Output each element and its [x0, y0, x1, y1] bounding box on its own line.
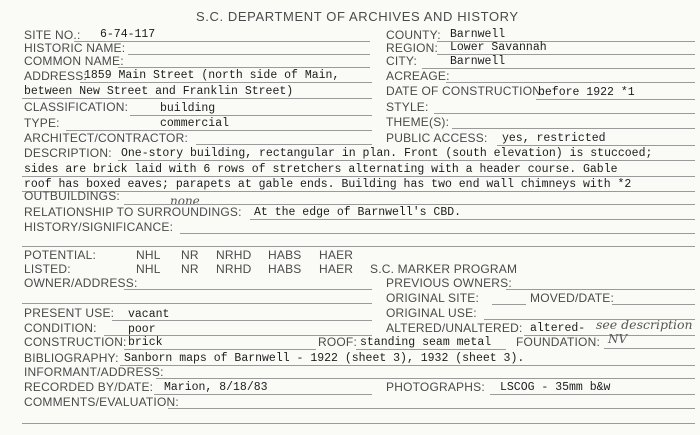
owner-rule — [124, 289, 372, 290]
date-of-construction-value: before 1922 *1 — [538, 86, 635, 99]
potential-label: POTENTIAL: — [24, 248, 97, 262]
outbuildings-label: OUTBUILDINGS: — [24, 189, 120, 203]
foundation-value: NV — [608, 332, 628, 346]
bibliography-rule — [120, 365, 695, 366]
date-of-construction-label: DATE OF CONSTRUCTION: — [386, 84, 545, 98]
photographs-rule — [490, 394, 695, 395]
type-value: commercial — [160, 117, 230, 130]
foundation-label: FOUNDATION: — [516, 335, 600, 349]
present-use-label: PRESENT USE: — [24, 306, 115, 320]
city-value: Barnwell — [450, 55, 506, 68]
description-line-3: roof has boxed eaves; parapets at gable ends. Building has two end wall chimneys with *2 — [24, 178, 632, 191]
bibliography-value: Sanborn maps of Barnwell - 1922 (sheet 3), 1932 (sheet 3). — [124, 352, 525, 365]
listed-nhl: NHL — [136, 262, 161, 276]
date-rule — [536, 99, 695, 100]
relationship-label: RELATIONSHIP TO SURROUNDINGS: — [24, 205, 242, 219]
potential-nrhd: NRHD — [216, 248, 252, 262]
bibliography-label: BIBLIOGRAPHY: — [24, 351, 119, 365]
site-no-value: 6-74-117 — [100, 28, 156, 41]
altered-note: see description — [596, 317, 693, 332]
comments-rule-2 — [22, 423, 695, 424]
recorded-by-label: RECORDED BY/DATE: — [24, 380, 154, 394]
region-value: Lower Savannah — [450, 41, 547, 54]
recorded-by-value: Marion, 8/18/83 — [164, 381, 268, 394]
description-label: DESCRIPTION: — [24, 146, 112, 160]
address-label: ADDRESS: — [24, 69, 87, 83]
construction-value: brick — [128, 336, 163, 349]
condition-label: CONDITION: — [24, 321, 97, 335]
foundation-rule — [604, 348, 695, 349]
construction-rule — [124, 349, 316, 350]
acreage-label: ACREAGE: — [386, 69, 450, 83]
photographs-label: PHOTOGRAPHS: — [386, 380, 485, 394]
outbuildings-value: none — [170, 194, 200, 208]
classification-value: building — [160, 102, 216, 115]
informant-label: INFORMANT/ADDRESS: — [24, 365, 164, 379]
region-label: REGION: — [386, 41, 439, 55]
potential-nr: NR — [181, 248, 199, 262]
roof-rule — [356, 349, 506, 350]
historic-name-rule — [128, 54, 370, 55]
previous-owners-rule — [506, 289, 695, 290]
listed-nrhd: NRHD — [216, 262, 252, 276]
site-no-label: SITE NO.: — [24, 28, 81, 42]
present-use-rule — [112, 320, 372, 321]
address-rule — [80, 82, 372, 83]
common-name-rule — [118, 67, 370, 68]
historic-name-label: HISTORIC NAME: — [24, 41, 126, 55]
public-access-value: yes, restricted — [502, 132, 606, 145]
moved-date-rule — [612, 304, 695, 305]
architect-label: ARCHITECT/CONTRACTOR: — [24, 131, 188, 145]
listed-nr: NR — [181, 262, 199, 276]
condition-value: poor — [128, 323, 156, 336]
potential-nhl: NHL — [136, 248, 161, 262]
address-value-1: 1859 Main Street (north side of Main, — [84, 69, 340, 82]
history-rule-2 — [22, 246, 695, 247]
themes-label: THEME(S): — [386, 115, 450, 129]
recorded-by-rule — [154, 394, 372, 395]
previous-owners-label: PREVIOUS OWNERS: — [386, 276, 512, 290]
original-site-rule — [492, 304, 526, 305]
listed-label: LISTED: — [24, 262, 71, 276]
history-label: HISTORY/SIGNIFICANCE: — [24, 220, 174, 234]
public-access-label: PUBLIC ACCESS: — [386, 131, 488, 145]
address-value-2: between New Street and Franklin Street) — [24, 85, 294, 98]
form-title: S.C. DEPARTMENT OF ARCHIVES AND HISTORY — [196, 9, 519, 24]
common-name-label: COMMON NAME: — [24, 54, 124, 68]
owner-address-label: OWNER/ADDRESS: — [24, 276, 138, 290]
listed-habs: HABS — [268, 262, 302, 276]
comments-rule — [168, 408, 695, 409]
city-label: CITY: — [386, 54, 418, 68]
photographs-value: LSCOG - 35mm b&w — [500, 381, 611, 394]
listed-haer: HAER — [319, 262, 354, 276]
history-rule — [180, 233, 695, 234]
description-rule-1 — [118, 160, 695, 161]
description-line-1: One-story building, rectangular in plan. Front (south elevation) is stuccoed; — [121, 147, 653, 160]
county-value: Barnwell — [450, 28, 506, 41]
style-label: STYLE: — [386, 100, 429, 114]
original-site-label: ORIGINAL SITE: — [386, 291, 480, 305]
informant-rule — [156, 378, 695, 379]
altered-value: altered- — [530, 322, 586, 335]
architect-rule — [196, 144, 372, 145]
relationship-value: At the edge of Barnwell's CBD. — [254, 206, 462, 219]
potential-haer: HAER — [319, 248, 354, 262]
relationship-rule — [250, 219, 695, 220]
county-label: COUNTY: — [386, 28, 441, 42]
owner-rule-2 — [22, 303, 372, 304]
original-use-label: ORIGINAL USE: — [386, 306, 477, 320]
altered-label: ALTERED/UNALTERED: — [386, 321, 523, 335]
construction-label: CONSTRUCTION: — [24, 335, 127, 349]
roof-value: standing seam metal — [360, 336, 492, 349]
type-label: TYPE: — [24, 116, 60, 130]
potential-habs: HABS — [268, 248, 302, 262]
description-rule-2 — [22, 176, 695, 177]
themes-rule — [452, 128, 695, 129]
city-rule — [422, 68, 695, 69]
marker-program-label: S.C. MARKER PROGRAM — [370, 262, 518, 276]
present-use-value: vacant — [128, 308, 170, 321]
acreage-rule — [446, 82, 695, 83]
roof-label: ROOF: — [318, 335, 357, 349]
classification-rule — [130, 115, 372, 116]
comments-label: COMMENTS/EVALUATION: — [24, 395, 179, 409]
address-rule-2 — [22, 98, 372, 99]
moved-date-label: MOVED/DATE: — [530, 291, 614, 305]
style-rule — [434, 113, 695, 114]
classification-label: CLASSIFICATION: — [24, 100, 129, 114]
description-rule-3 — [22, 191, 695, 192]
description-line-2: sides are brick laid with 6 rows of stretchers alternating with a header course. Gable — [24, 163, 618, 176]
public-access-rule — [497, 145, 695, 146]
